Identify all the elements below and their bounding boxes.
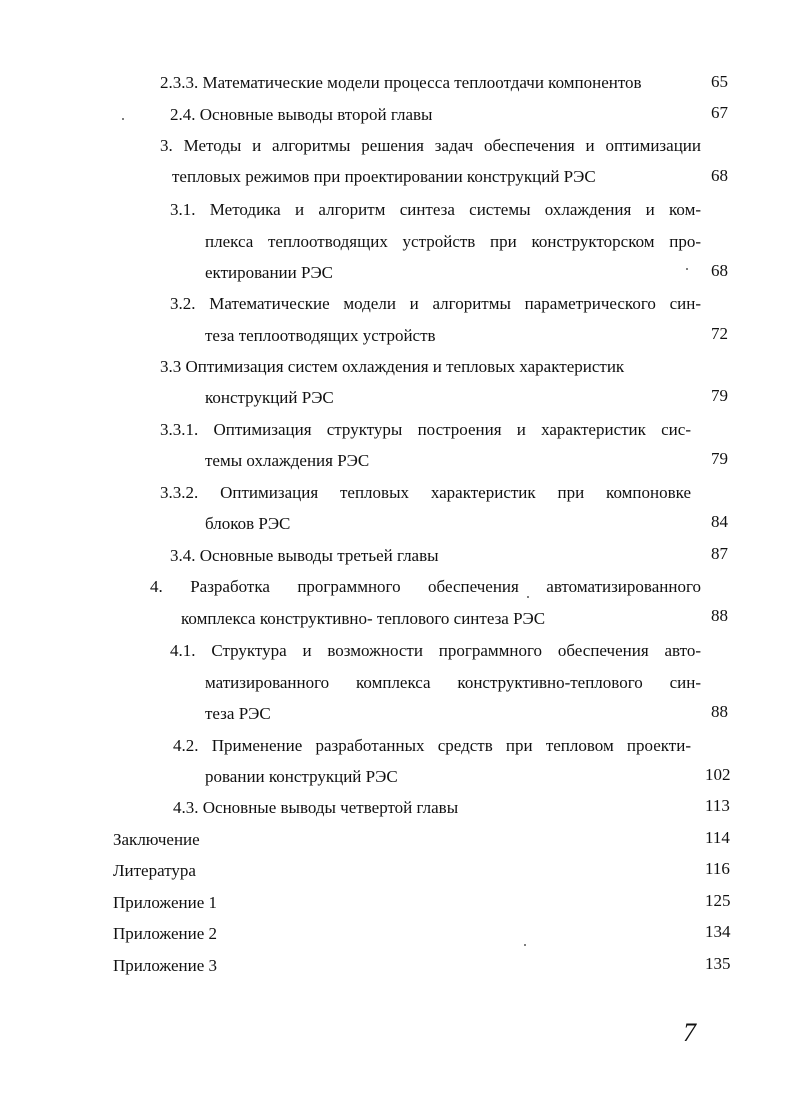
toc-entry-text: тепловых режимов при проектировании конструкций РЭС [172,167,596,186]
toc-page-number: 87 [711,544,728,563]
toc-entry-text: 3.3.2. Оптимизация тепловых характеристик при компоновке [160,483,691,502]
toc-page-number: 65 [711,72,728,91]
scan-speck [524,944,526,946]
toc-entry-text: темы охлаждения РЭС [205,451,370,470]
toc-entry-text: теза РЭС [205,704,271,723]
toc-entry-text: 2.3.3. Математические модели процесса теплоотдачи компонентов [160,73,642,92]
toc-page-number: 79 [711,386,728,405]
toc-entry-text: 3.3 Оптимизация систем охлаждения и тепловых характеристик [160,357,625,376]
toc-page-number: 135 [705,954,731,973]
toc-entry-text: ровании конструкций РЭС [205,767,398,786]
toc-entry-text: Заключение [113,830,200,849]
toc-entry-text: комплекса конструктивно- теплового синтеза РЭС [181,609,546,628]
toc-page-number: 102 [705,765,731,784]
toc-entry-text: Приложение 1 [113,893,217,912]
toc-page-number: 113 [705,796,730,815]
toc-entry-text: Литература [113,861,196,880]
toc-entry-text: 3.4. Основные выводы третьей главы [170,546,439,565]
toc-entry-text: 4.2. Применение разработанных средств при тепловом проекти- [173,736,691,755]
toc-page-number: 134 [705,922,731,941]
scan-speck [527,596,529,598]
toc-entry-text: 3.1. Методика и алгоритм синтеза системы охлаждения и ком- [170,200,701,219]
toc-entry-text: блоков РЭС [205,514,291,533]
toc-entry-text: 2.4. Основные выводы второй главы [170,105,433,124]
toc-page-number: 88 [711,702,728,721]
toc-page-number: 116 [705,859,730,878]
toc-entry-text: Приложение 2 [113,924,217,943]
toc-entry-text: 4.1. Структура и возможности программного обеспечения авто- [170,641,701,660]
toc-entry-text: ектировании РЭС [205,263,334,282]
toc-entry-text: конструкций РЭС [205,388,334,407]
toc-page-number: 125 [705,891,731,910]
toc-entry-text: 4.3. Основные выводы четвертой главы [173,798,459,817]
toc-entry-text: 3. Методы и алгоритмы решения задач обеспечения и оптимизации [160,136,701,155]
toc-entry-text: 3.3.1. Оптимизация структуры построения и характеристик сис- [160,420,691,439]
toc-page-number: 68 [711,261,728,280]
toc-page-number: 68 [711,166,728,185]
toc-entry-text: теза теплоотводящих устройств [205,326,436,345]
scan-speck [686,268,688,270]
toc-page-number: 114 [705,828,730,847]
toc-entry-text: 3.2. Математические модели и алгоритмы параметрического син- [170,294,701,313]
toc-page-number: 67 [711,103,728,122]
toc-page-number: 88 [711,606,728,625]
toc-entry-text: Приложение 3 [113,956,217,975]
page-number-mark: 7 [683,1018,696,1047]
toc-entry-text: 4. Разработка программного обеспечения автоматизированного [150,577,701,596]
toc-page-number: 79 [711,449,728,468]
toc-page-number: 84 [711,512,728,531]
scan-speck [122,118,124,120]
toc-entry-text: плекса теплоотводящих устройств при конструкторском про- [205,232,701,251]
toc-page-number: 72 [711,324,728,343]
toc-entry-text: матизированного комплекса конструктивно-теплового син- [205,673,701,692]
